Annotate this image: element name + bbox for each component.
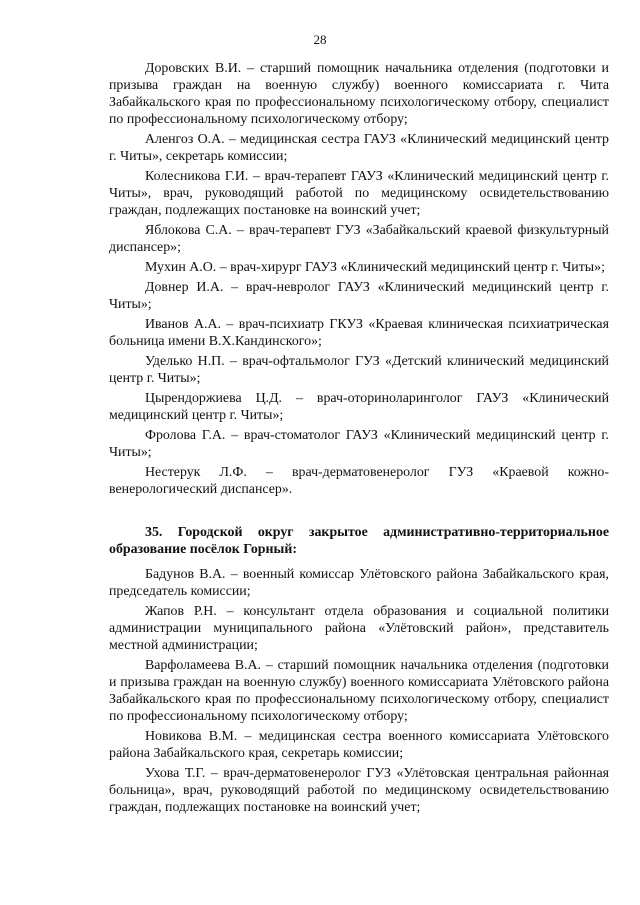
member-paragraph: Уделько Н.П. – врач-офтальмолог ГУЗ «Детский клинический медицинский центр г. Читы»; xyxy=(109,354,609,386)
member-paragraph: Бадунов В.А. – военный комиссар Улётовского района Забайкальского края, председатель комиссии; xyxy=(109,567,609,599)
member-paragraph: Цырендоржиева Ц.Д. – врач-оториноларинголог ГАУЗ «Клинический медицинский центр г. Читы»; xyxy=(109,391,609,423)
member-paragraph: Новикова В.М. – медицинская сестра военного комиссариата Улётовского района Забайкальского края, секретарь комиссии; xyxy=(109,729,609,761)
member-paragraph: Нестерук Л.Ф. – врач-дерматовенеролог ГУЗ «Краевой кожно-венерологический диспансер». xyxy=(109,465,609,497)
member-paragraph: Аленгоз О.А. – медицинская сестра ГАУЗ «Клинический медицинский центр г. Читы», секретарь комиссии; xyxy=(109,132,609,164)
member-paragraph: Мухин А.О. – врач-хирург ГАУЗ «Клинический медицинский центр г. Читы»; xyxy=(145,260,605,275)
member-paragraph: Ухова Т.Г. – врач-дерматовенеролог ГУЗ «Улётовская центральная районная больница», врач, руководящий работой по медицинскому освидетельствованию граждан, подлежащих постановке на воинский учет; xyxy=(109,766,609,815)
member-paragraph: Доровских В.И. – старший помощник начальника отделения (подготовки и призыва граждан на военную службу) военного комиссариата г. Чита Забайкальского края по профессиональному психологическому отбору, специалист по профессиональному психологическому отбору; xyxy=(109,61,609,127)
member-paragraph: Жапов Р.Н. – консультант отдела образования и социальной политики администрации муниципального района «Улётовский район», представитель местной администрации; xyxy=(109,604,609,653)
member-paragraph: Довнер И.А. – врач-невролог ГАУЗ «Клинический медицинский центр г. Читы»; xyxy=(109,280,609,312)
member-paragraph: Фролова Г.А. – врач-стоматолог ГАУЗ «Клинический медицинский центр г. Читы»; xyxy=(109,428,609,460)
page-number: 28 xyxy=(313,32,327,47)
section-heading: 35. Городской округ закрытое административно-территориальное образование посёлок Горный: xyxy=(109,525,609,557)
member-paragraph: Иванов А.А. – врач-психиатр ГКУЗ «Краевая клиническая психиатрическая больница имени В.Х.Кандинского»; xyxy=(109,317,609,349)
member-paragraph: Яблокова С.А. – врач-терапевт ГУЗ «Забайкальский краевой физкультурный диспансер»; xyxy=(109,223,609,255)
document-body xyxy=(109,60,609,819)
member-paragraph: Варфоламеева В.А. – старший помощник начальника отделения (подготовки и призыва граждан на военную службу) военного комиссариата Улётовского района Забайкальского края по профессиональному психологическому отбору, специалист по профессиональному психологическому отбору; xyxy=(109,658,609,724)
member-paragraph: Колесникова Г.И. – врач-терапевт ГАУЗ «Клинический медицинский центр г. Читы», врач, руководящий работой по медицинскому освидетельствованию граждан, подлежащих постановке на воинский учет; xyxy=(109,169,609,218)
